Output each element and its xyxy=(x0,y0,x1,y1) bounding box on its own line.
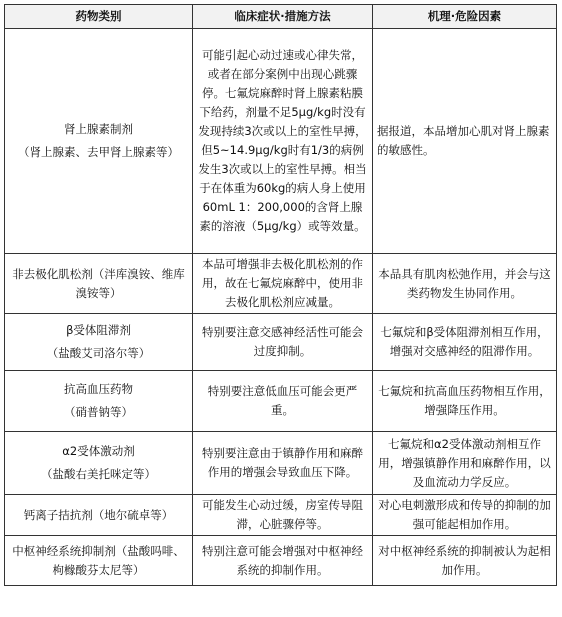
table-body xyxy=(5,29,557,586)
symptom-cell: 特别要注意由于镇静作用和麻醉作用的增强会导致血压下降。 xyxy=(193,432,373,495)
category-cell xyxy=(5,314,193,371)
table-header xyxy=(5,5,557,29)
category-name: 抗高血压药物 xyxy=(64,382,133,396)
symptom-cell: 可能发生心动过缓，房室传导阻滞，心脏骤停等。 xyxy=(193,495,373,536)
category-cell xyxy=(5,371,193,432)
table-row xyxy=(5,314,557,371)
drug-interaction-table xyxy=(4,4,557,586)
symptom-cell: 本品可增强非去极化肌松剂的作用，故在七氟烷麻醉中，使用非去极化肌松剂应减量。 xyxy=(193,254,373,314)
category-name: α2受体激动剂 xyxy=(62,444,135,458)
category-name: 非去极化肌松剂（泮库溴铵、维库溴铵等） xyxy=(12,266,185,300)
mechanism-cell: 七氟烷和β受体阻滞剂相互作用，增强对交感神经的阻滞作用。 xyxy=(373,314,557,371)
category-cell xyxy=(5,536,193,586)
mechanism-cell: 据报道，本品增加心肌对肾上腺素的敏感性。 xyxy=(373,29,557,254)
mechanism-cell: 七氟烷和抗高血压药物相互作用，增强降压作用。 xyxy=(373,371,557,432)
mechanism-cell: 七氟烷和α2受体激动剂相互作用，增强镇静作用和麻醉作用，以及血流动力学反应。 xyxy=(373,432,557,495)
header-drug-category: 药物类别 xyxy=(5,5,193,29)
category-cell xyxy=(5,29,193,254)
mechanism-cell: 对中枢神经系统的抑制被认为起相加作用。 xyxy=(373,536,557,586)
category-cell xyxy=(5,432,193,495)
category-name: β受体阻滞剂 xyxy=(66,323,131,337)
header-row xyxy=(5,5,557,29)
category-examples: （硝普钠等） xyxy=(64,405,133,419)
category-name: 肾上腺素制剂 xyxy=(64,122,133,136)
category-name: 钙离子拮抗剂（地尔硫卓等） xyxy=(23,507,174,522)
category-examples: （盐酸右美托咪定等） xyxy=(41,467,156,481)
category-name: 中枢神经系统抑制剂（盐酸吗啡、枸橼酸芬太尼等） xyxy=(12,543,185,577)
category-examples: （盐酸艾司洛尔等） xyxy=(46,346,151,360)
header-symptoms-measures: 临床症状·措施方法 xyxy=(193,5,373,29)
table-row xyxy=(5,29,557,254)
mechanism-cell: 对心电刺激形成和传导的抑制的加强可能起相加作用。 xyxy=(373,495,557,536)
symptom-cell: 特别注意可能会增强对中枢神经系统的抑制作用。 xyxy=(193,536,373,586)
symptom-cell: 可能引起心动过速或心律失常，或者在部分案例中出现心跳骤停。七氟烷麻醉时肾上腺素粘膜下给药，剂量不足5μg/kg时没有发现持续3次或以上的室性早搏，但5~14.9μg/kg时有1/3的病例发生3次或以上的室性早搏。相当于在体重为60kg的病人身上使用60mL 1：200,000的含肾上腺素的溶液（5μg/kg）或等效量。 xyxy=(193,29,373,254)
table-row xyxy=(5,536,557,586)
header-mechanism-risk: 机理·危险因素 xyxy=(373,5,557,29)
table-row xyxy=(5,371,557,432)
category-cell xyxy=(5,495,193,536)
category-examples: （肾上腺素、去甲肾上腺素等） xyxy=(18,145,179,159)
table-row xyxy=(5,432,557,495)
table-row xyxy=(5,495,557,536)
table-row xyxy=(5,254,557,314)
mechanism-cell: 本品具有肌肉松弛作用，并会与这类药物发生协同作用。 xyxy=(373,254,557,314)
symptom-cell: 特别要注意交感神经活性可能会过度抑制。 xyxy=(193,314,373,371)
symptom-cell: 特别要注意低血压可能会更严重。 xyxy=(193,371,373,432)
category-cell xyxy=(5,254,193,314)
